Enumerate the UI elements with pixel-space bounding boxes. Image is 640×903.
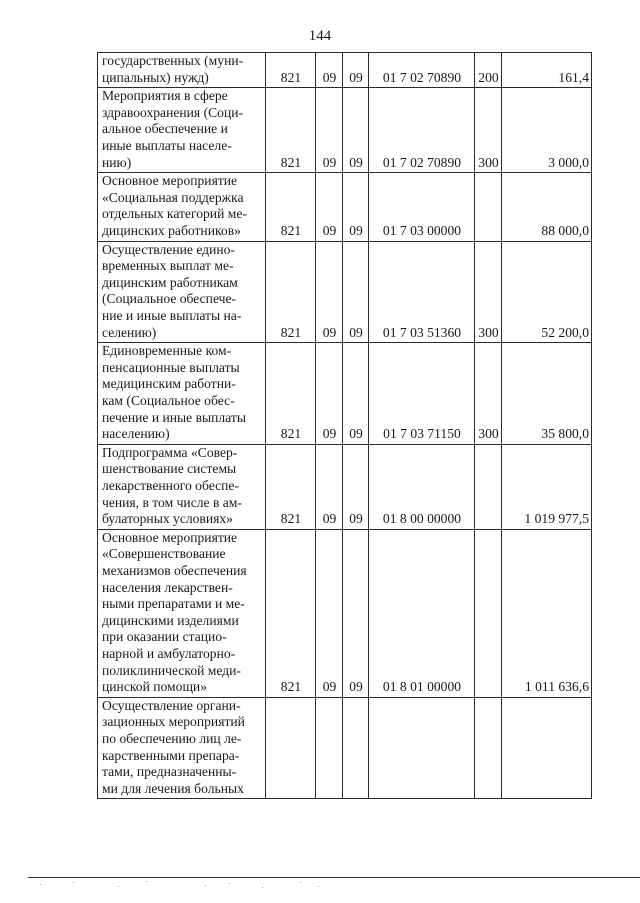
item-name-line: альное обеспечение и [102, 121, 228, 137]
item-name-line: «Социальная поддержка [102, 189, 244, 205]
section-code-cell: 09 [316, 241, 343, 343]
item-name-line: зационных мероприятий [102, 714, 245, 730]
item-name-line: отдельных категорий ме- [102, 206, 247, 222]
grbs-code-cell [266, 697, 316, 799]
scan-speckle [205, 885, 206, 886]
item-name-line: кам (Социальное обес- [102, 392, 235, 408]
table-row [98, 343, 592, 445]
item-name-cell [98, 173, 266, 241]
expense-type-cell: 300 [475, 241, 502, 343]
item-name-line: механизмов обеспечения [102, 562, 247, 578]
target-article-cell: 01 7 02 70890 [369, 53, 475, 88]
scan-speckle [229, 883, 230, 884]
target-article-cell: 01 7 02 70890 [369, 88, 475, 173]
expense-type-cell [475, 697, 502, 799]
item-name-line: населению) [102, 426, 170, 442]
item-name-line: ние и иные выплаты на- [102, 307, 242, 323]
subsection-code-cell: 09 [343, 343, 369, 445]
table-row [98, 529, 592, 697]
expense-type-cell [475, 529, 502, 697]
scan-speckle [73, 882, 74, 883]
section-code-cell: 09 [316, 343, 343, 445]
item-name-line: населения лекарствен- [102, 579, 233, 595]
item-name-line: ми для лечения больных [102, 780, 244, 796]
item-name-line: чения, в том числе в ам- [102, 494, 242, 510]
item-name-line: дицинскими изделиями [102, 612, 239, 628]
amount-cell [502, 697, 592, 799]
item-name-line: Основное мероприятие [102, 173, 238, 189]
item-name-line: Осуществление едино- [102, 241, 235, 257]
item-name-line: государственных (муни- [102, 53, 244, 68]
grbs-code-cell: 821 [266, 53, 316, 88]
section-code-cell: 09 [316, 88, 343, 173]
item-name-line: Осуществление органи- [102, 697, 241, 713]
grbs-code-cell: 821 [266, 88, 316, 173]
item-name-line: (Социальное обеспече- [102, 291, 237, 307]
subsection-code-cell: 09 [343, 444, 369, 529]
item-name-line: Подпрограмма «Совер- [102, 444, 238, 460]
item-name-cell [98, 241, 266, 343]
expense-type-cell: 300 [475, 88, 502, 173]
target-article-cell: 01 7 03 51360 [369, 241, 475, 343]
item-name-line: печение и иные выплаты [102, 409, 246, 425]
section-code-cell: 09 [316, 444, 343, 529]
item-name-line: нию) [102, 154, 132, 170]
section-code-cell [316, 697, 343, 799]
item-name-cell [98, 444, 266, 529]
amount-cell: 88 000,0 [502, 173, 592, 241]
target-article-cell: 01 8 00 00000 [369, 444, 475, 529]
item-name-line: Мероприятия в сфере [102, 88, 228, 104]
table-row [98, 173, 592, 241]
target-article-cell: 01 7 03 71150 [369, 343, 475, 445]
item-name-line: «Совершенствование [102, 546, 226, 562]
scan-speckle [318, 886, 319, 887]
amount-cell: 1 019 977,5 [502, 444, 592, 529]
table-row [98, 444, 592, 529]
item-name-line: дицинским работникам [102, 274, 238, 290]
item-name-line: карственными препара- [102, 747, 240, 763]
expense-type-cell [475, 444, 502, 529]
item-name-line: цинской помощи» [102, 679, 207, 695]
amount-cell: 161,4 [502, 53, 592, 88]
scan-speckle [40, 884, 41, 885]
expense-type-cell: 300 [475, 343, 502, 445]
table-row [98, 53, 592, 88]
item-name-line: пенсационные выплаты [102, 359, 240, 375]
item-name-line: ными препаратами и ме- [102, 596, 245, 612]
item-name-line: по обеспечению лиц ле- [102, 730, 242, 746]
item-name-line: Основное мероприятие [102, 529, 238, 545]
subsection-code-cell: 09 [343, 241, 369, 343]
item-name-cell [98, 343, 266, 445]
scan-speckle [146, 881, 147, 882]
bottom-rule [28, 877, 640, 878]
grbs-code-cell: 821 [266, 241, 316, 343]
amount-cell: 3 000,0 [502, 88, 592, 173]
section-code-cell: 09 [316, 529, 343, 697]
scan-speckle [262, 887, 263, 888]
table-row [98, 241, 592, 343]
item-name-line: лекарственного обеспе- [102, 477, 239, 493]
item-name-line: медицинским работни- [102, 376, 236, 392]
item-name-cell [98, 88, 266, 173]
amount-cell: 52 200,0 [502, 241, 592, 343]
item-name-line: поликлинической меди- [102, 662, 241, 678]
table-row [98, 697, 592, 799]
subsection-code-cell: 09 [343, 529, 369, 697]
target-article-cell [369, 697, 475, 799]
item-name-cell [98, 529, 266, 697]
amount-cell: 35 800,0 [502, 343, 592, 445]
item-name-cell [98, 697, 266, 799]
amount-cell: 1 011 636,6 [502, 529, 592, 697]
target-article-cell: 01 8 01 00000 [369, 529, 475, 697]
expense-type-cell [475, 173, 502, 241]
section-code-cell: 09 [316, 53, 343, 88]
item-name-line: ципальных) нужд) [102, 69, 209, 85]
scan-speckle [118, 886, 119, 887]
page-number: 144 [308, 28, 332, 44]
item-name-line: тами, предназначенны- [102, 764, 237, 780]
grbs-code-cell: 821 [266, 173, 316, 241]
subsection-code-cell: 09 [343, 53, 369, 88]
item-name-line: дицинских работников» [102, 222, 241, 238]
target-article-cell: 01 7 03 00000 [369, 173, 475, 241]
table-row [98, 88, 592, 173]
item-name-line: булаторных условиях» [102, 511, 233, 527]
item-name-line: Единовременные ком- [102, 343, 232, 359]
expense-type-cell: 200 [475, 53, 502, 88]
grbs-code-cell: 821 [266, 343, 316, 445]
item-name-line: при оказании стацио- [102, 629, 227, 645]
item-name-line: временных выплат ме- [102, 258, 234, 274]
item-name-cell [98, 53, 266, 88]
budget-table [97, 52, 592, 799]
item-name-line: шенствование системы [102, 461, 237, 477]
section-code-cell: 09 [316, 173, 343, 241]
scan-speckle [300, 882, 301, 883]
subsection-code-cell: 09 [343, 173, 369, 241]
grbs-code-cell: 821 [266, 529, 316, 697]
subsection-code-cell: 09 [343, 88, 369, 173]
grbs-code-cell: 821 [266, 444, 316, 529]
item-name-line: иные выплаты населе- [102, 137, 232, 153]
item-name-line: здравоохранения (Соци- [102, 104, 244, 120]
subsection-code-cell [343, 697, 369, 799]
item-name-line: селению) [102, 324, 157, 340]
item-name-line: нарной и амбулаторно- [102, 645, 236, 661]
